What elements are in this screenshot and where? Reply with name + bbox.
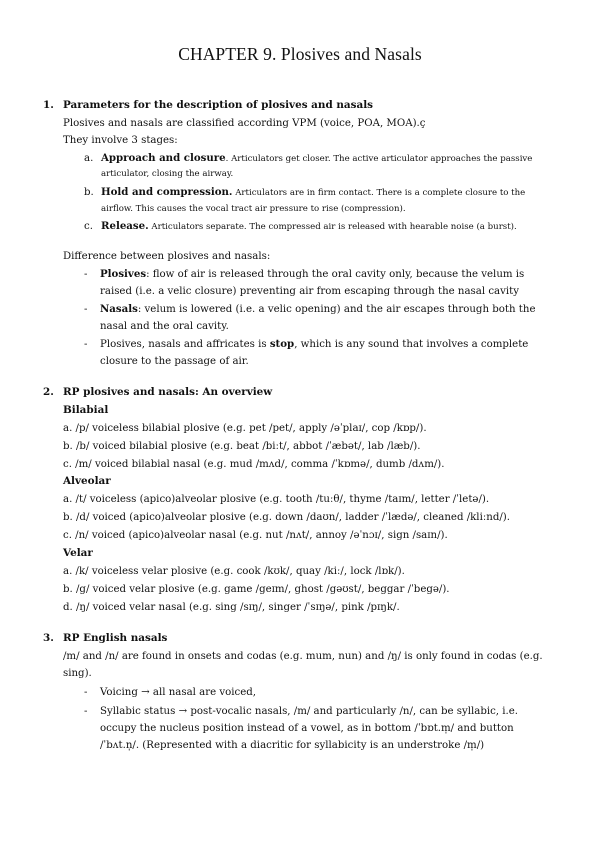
syllabic-bullet: Syllabic status → post-vocalic nasals, /m/ and particularly /n/, can be syllabic, i.e.: [100, 706, 519, 717]
nasals-bullet: [100, 303, 535, 316]
section-1-stages-label: They involve 3 stages:: [63, 135, 178, 146]
list-item: a. /p/ voiceless bilabial plosive (e.g. pet /pet/, apply /əˈplaɪ/, cop /kɒp/).: [63, 423, 427, 434]
list-item: a. /k/ voiceless velar plosive (e.g. cook /kʊk/, quay /kiː/, lock /lɒk/).: [63, 566, 405, 577]
stage-a-marker: a.: [84, 153, 94, 164]
stop-term: stop: [269, 338, 295, 350]
stage-a-text-cont: articulator, closing the airway.: [101, 169, 234, 179]
bullet-dash: -: [84, 687, 88, 698]
plosives-term: Plosives: [100, 268, 147, 280]
plosives-text: : flow of air is released through the oral cavity only, because the velum is: [146, 269, 525, 280]
section-3-intro-cont: sing).: [63, 668, 92, 679]
stage-c-marker: c.: [84, 221, 93, 232]
stage-a-text: . Articulators get closer. The active articulator approaches the passive: [225, 154, 533, 164]
list-item: b. /d/ voiced (apico)alveolar plosive (e.g. down /daʊn/, ladder /ˈlædə/, cleaned /kliːnd/).: [63, 512, 510, 523]
section-3-intro: /m/ and /n/ are found in onsets and codas (e.g. mum, nun) and /ŋ/ is only found in codas (e.g.: [63, 651, 543, 662]
nasals-term: Nasals: [100, 303, 138, 315]
group-label-velar: Velar: [63, 547, 93, 559]
stop-bullet: [100, 338, 528, 351]
group-label-alveolar: Alveolar: [63, 475, 111, 487]
bullet-dash: -: [84, 269, 88, 280]
syllabic-bullet-cont: occupy the nucleus position instead of a vowel, as in bottom /ˈbɒt.m̩/ and button: [100, 723, 514, 734]
bullet-dash: -: [84, 304, 88, 315]
stage-b-text: Articulators are in firm contact. There is a complete closure to the: [232, 188, 526, 198]
stage-a-term: Approach and closure: [101, 152, 226, 164]
section-2-number: 2.: [43, 386, 54, 398]
section-3-heading: RP English nasals: [63, 632, 168, 644]
section-1-heading: Parameters for the description of plosives and nasals: [63, 99, 374, 111]
section-3-number: 3.: [43, 632, 54, 644]
stage-b-text-cont: airflow. This causes the vocal tract air pressure to rise (compression).: [101, 204, 406, 214]
voicing-bullet: Voicing → all nasal are voiced,: [100, 687, 256, 698]
stage-a: [101, 152, 532, 166]
difference-label: Difference between plosives and nasals:: [63, 251, 271, 262]
list-item: c. /n/ voiced (apico)alveolar nasal (e.g. nut /nʌt/, annoy /əˈnɔɪ/, sign /saɪn/).: [63, 530, 448, 541]
bullet-dash: -: [84, 706, 88, 717]
nasals-text: : velum is lowered (i.e. a velic opening) and the air escapes through both the: [137, 304, 536, 315]
stage-c-term: Release.: [101, 220, 149, 232]
list-item: b. /b/ voiced bilabial plosive (e.g. beat /biːt/, abbot /ˈæbət/, lab /læb/).: [63, 441, 421, 452]
nasals-text-cont: nasal and the oral cavity.: [100, 321, 229, 332]
plosives-text-cont: raised (i.e. a velic closure) preventing air from escaping through the nasal cavity: [100, 286, 519, 297]
list-item: c. /m/ voiced bilabial nasal (e.g. mud /mʌd/, comma /ˈkɒmə/, dumb /dʌm/).: [63, 459, 445, 470]
stage-c-text: Articulators separate. The compressed air is released with hearable noise (a burst).: [148, 222, 517, 232]
page-title: CHAPTER 9. Plosives and Nasals: [178, 44, 422, 64]
stage-b: [101, 186, 525, 200]
stage-b-term: Hold and compression.: [101, 186, 233, 198]
syllabic-bullet-cont: /ˈbʌt.n̩/. (Represented with a diacritic for syllabicity is an understroke /m̩/): [100, 740, 485, 751]
list-item: b. /g/ voiced velar plosive (e.g. game /geɪm/, ghost /gəʊst/, beggar /ˈbegə/).: [63, 584, 450, 595]
stage-b-marker: b.: [84, 187, 94, 198]
stage-c: [101, 220, 517, 234]
bullet-dash: -: [84, 339, 88, 350]
list-item: a. /t/ voiceless (apico)alveolar plosive (e.g. tooth /tuːθ/, thyme /taɪm/, letter /ˈletə/).: [63, 494, 490, 505]
section-1-number: 1.: [43, 99, 54, 111]
plosives-bullet: [100, 268, 524, 281]
stop-text-cont: closure to the passage of air.: [100, 356, 249, 367]
stop-pre: Plosives, nasals and affricates is: [100, 339, 270, 350]
section-1-intro: Plosives and nasals are classified according VPM (voice, POA, MOA).ç: [63, 118, 426, 129]
stop-text: , which is any sound that involves a complete: [294, 339, 529, 350]
group-label-bilabial: Bilabial: [63, 404, 109, 416]
section-2-heading: RP plosives and nasals: An overview: [63, 386, 273, 398]
list-item: d. /ŋ/ voiced velar nasal (e.g. sing /sɪŋ/, singer /ˈsɪŋə/, pink /pɪŋk/.: [63, 602, 400, 613]
